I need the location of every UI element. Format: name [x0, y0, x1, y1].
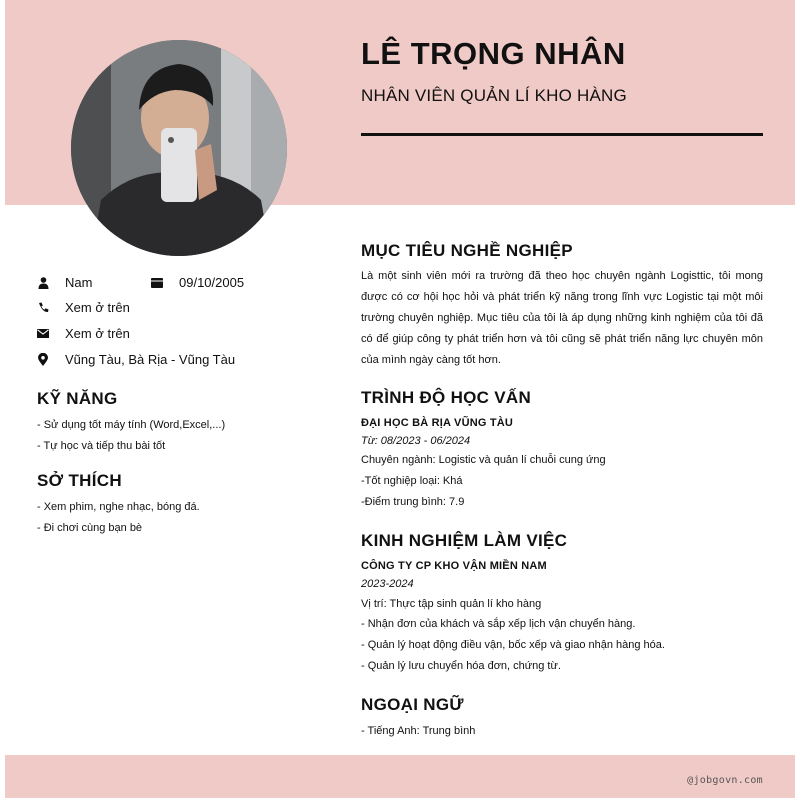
experience-line: - Quản lý hoạt động điều vận, bốc xếp và giao nhận hàng hóa.: [361, 639, 665, 651]
email-value: Xem ở trên: [65, 326, 130, 341]
hobby-item: - Đi chơi cùng bạn bè: [37, 522, 143, 534]
location-pin-icon: [37, 354, 49, 366]
objective-text: Là một sinh viên mới ra trường đã theo học chuyên ngành Logisttic, tôi mong được có cơ hội học hỏi và phát triển kỹ năng trong lĩnh vực Logistic tại một môi trường chuyên nghiệp. Mục tiêu của tôi là áp dụng những kinh nghiệm của tôi đã có để giúp công ty phát triển hơn và tôi cũng sẽ phát triển năng lực chuyên môn của mình ngày càng tốt hơn.: [361, 270, 763, 366]
school-name: ĐẠI HỌC BÀ RỊA VŨNG TÀU: [361, 417, 514, 429]
gender-row: [37, 275, 92, 290]
skill-item: - Sử dụng tốt máy tính (Word,Excel,...): [37, 419, 226, 431]
footer-band: [5, 755, 795, 798]
skill-item: - Tự học và tiếp thu bài tốt: [37, 440, 166, 452]
experience-heading: KINH NGHIỆM LÀM VIỆC: [361, 531, 568, 550]
language-item: - Tiếng Anh: Trung bình: [361, 725, 476, 737]
experience-line: - Nhận đơn của khách và sắp xếp lịch vận chuyển hàng.: [361, 618, 636, 630]
languages-heading: NGOẠI NGỮ: [361, 695, 464, 714]
birthday-value: 09/10/2005: [179, 275, 245, 290]
company-name: CÔNG TY CP KHO VẬN MIỀN NAM: [361, 560, 547, 572]
education-period: Từ: 08/2023 - 06/2024: [361, 435, 471, 447]
experience-line: Vị trí: Thực tập sinh quản lí kho hàng: [361, 598, 542, 610]
header-divider: [361, 133, 763, 136]
phone-row: [37, 300, 130, 315]
phone-icon: [37, 302, 49, 314]
hobby-item: - Xem phim, nghe nhạc, bóng đá.: [37, 501, 200, 513]
experience-period: 2023-2024: [361, 578, 414, 590]
candidate-name: LÊ TRỌNG NHÂN: [361, 36, 626, 71]
watermark: @jobgovn.com: [687, 775, 763, 786]
avatar: [71, 40, 287, 256]
address-row: [37, 352, 235, 367]
education-heading: TRÌNH ĐỘ HỌC VẤN: [361, 388, 532, 407]
candidate-role: NHÂN VIÊN QUẢN LÍ KHO HÀNG: [361, 86, 627, 105]
email-row: [37, 326, 130, 341]
calendar-icon: [151, 277, 163, 289]
person-icon: [37, 277, 49, 289]
experience-line: - Quản lý lưu chuyển hóa đơn, chứng từ.: [361, 660, 561, 672]
hobbies-heading: SỞ THÍCH: [37, 471, 122, 490]
gender-value: Nam: [65, 275, 93, 290]
phone-value: Xem ở trên: [65, 300, 130, 315]
education-line: -Điểm trung bình: 7.9: [361, 496, 465, 508]
education-line: Chuyên ngành: Logistic và quản lí chuỗi cung ứng: [361, 454, 606, 466]
objective-heading: MỤC TIÊU NGHỀ NGHIỆP: [361, 241, 573, 260]
cv-page: [5, 0, 795, 798]
address-value: Vũng Tàu, Bà Rịa - Vũng Tàu: [65, 352, 236, 367]
education-line: -Tốt nghiệp loại: Khá: [361, 475, 463, 487]
skills-heading: KỸ NĂNG: [37, 389, 118, 408]
birthday-row: [151, 275, 244, 290]
mail-icon: [37, 328, 49, 340]
avatar-photo: [71, 40, 287, 256]
